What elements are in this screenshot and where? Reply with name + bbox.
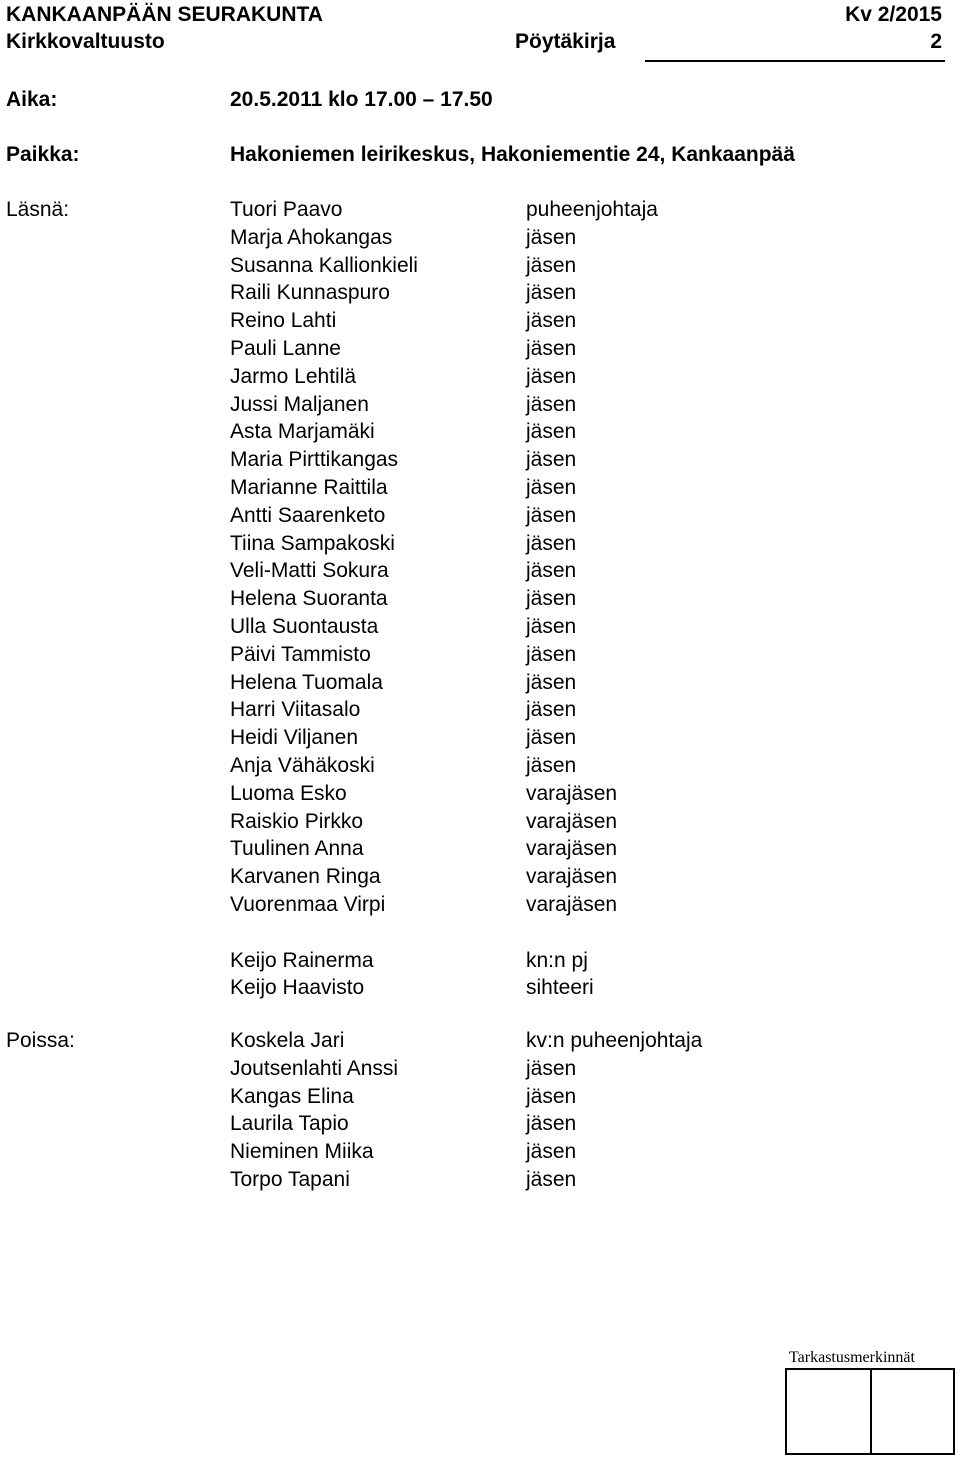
person-role: jäsen — [526, 448, 577, 472]
person-role: jäsen — [526, 309, 577, 333]
person-name: Maria Pirttikangas — [230, 448, 399, 472]
absent-label: Poissa: — [6, 1029, 75, 1052]
initials-box-divider — [870, 1368, 872, 1455]
person-role: jäsen — [526, 670, 577, 694]
person-role: jäsen — [526, 281, 577, 305]
person-role: varajäsen — [526, 865, 618, 889]
person-role: varajäsen — [526, 892, 618, 916]
person-role: jäsen — [526, 420, 577, 444]
place-value: Hakoniemen leirikeskus, Hakoniementie 24, Kankaanpää — [230, 143, 795, 166]
document-type: Pöytäkirja — [515, 30, 616, 53]
present-label: Läsnä: — [6, 198, 70, 221]
person-name: Asta Marjamäki — [230, 420, 375, 444]
person-role: jäsen — [526, 1167, 577, 1191]
org-name: KANKAANPÄÄN SEURAKUNTA — [6, 3, 323, 26]
person-name: Päivi Tammisto — [230, 642, 371, 666]
person-name: Tuori Paavo — [230, 198, 343, 221]
header-rule — [645, 60, 945, 62]
person-name: Harri Viitasalo — [230, 698, 361, 722]
person-name: Reino Lahti — [230, 309, 337, 333]
person-name: Nieminen Miika — [230, 1140, 374, 1164]
person-role: jäsen — [526, 726, 577, 750]
person-name: Heidi Viljanen — [230, 726, 359, 750]
person-name: Marianne Raittila — [230, 475, 388, 499]
person-name: Raili Kunnaspuro — [230, 281, 390, 305]
person-role: jäsen — [526, 503, 577, 527]
person-name: Tuulinen Anna — [230, 837, 364, 861]
person-role: varajäsen — [526, 837, 618, 861]
person-name: Joutsenlahti Anssi — [230, 1056, 399, 1080]
body-name: Kirkkovaltuusto — [6, 30, 165, 53]
person-name: Helena Tuomala — [230, 670, 383, 694]
person-role: varajäsen — [526, 781, 618, 805]
person-name: Koskela Jari — [230, 1029, 345, 1052]
person-name: Anja Vähäkoski — [230, 753, 375, 777]
person-role: varajäsen — [526, 809, 618, 833]
person-name: Pauli Lanne — [230, 336, 341, 360]
person-name: Laurila Tapio — [230, 1112, 349, 1136]
person-role: jäsen — [526, 614, 577, 638]
person-role: jäsen — [526, 1084, 577, 1108]
person-role: jäsen — [526, 753, 577, 777]
person-role: sihteeri — [526, 976, 594, 1000]
person-name: Keijo Haavisto — [230, 976, 365, 1000]
person-name: Raiskio Pirkko — [230, 809, 364, 833]
person-role: jäsen — [526, 1140, 577, 1164]
page-number: 2 — [930, 30, 942, 53]
initials-label: Tarkastusmerkinnät — [789, 1349, 915, 1366]
person-name: Torpo Tapani — [230, 1167, 350, 1191]
person-role: jäsen — [526, 475, 577, 499]
person-name: Antti Saarenketo — [230, 503, 386, 527]
person-name: Jarmo Lehtilä — [230, 364, 357, 388]
person-name: Jussi Maljanen — [230, 392, 369, 416]
person-name: Keijo Rainerma — [230, 948, 374, 972]
person-name: Luoma Esko — [230, 781, 347, 805]
person-role: puheenjohtaja — [526, 198, 658, 221]
person-role: jäsen — [526, 336, 577, 360]
person-name: Karvanen Ringa — [230, 865, 381, 889]
person-name: Susanna Kallionkieli — [230, 253, 418, 277]
person-name: Marja Ahokangas — [230, 225, 393, 249]
person-name: Tiina Sampakoski — [230, 531, 395, 555]
person-role: jäsen — [526, 392, 577, 416]
person-role: jäsen — [526, 1056, 577, 1080]
person-role: jäsen — [526, 642, 577, 666]
person-role: jäsen — [526, 364, 577, 388]
person-name: Helena Suoranta — [230, 587, 388, 611]
person-name: Kangas Elina — [230, 1084, 354, 1108]
person-role: kv:n puheenjohtaja — [526, 1029, 703, 1052]
person-role: kn:n pj — [526, 948, 588, 972]
person-role: jäsen — [526, 698, 577, 722]
person-role: jäsen — [526, 531, 577, 555]
document-reference: Kv 2/2015 — [845, 3, 942, 26]
time-label: Aika: — [6, 88, 58, 111]
person-role: jäsen — [526, 253, 577, 277]
person-role: jäsen — [526, 1112, 577, 1136]
person-role: jäsen — [526, 225, 577, 249]
person-name: Veli-Matti Sokura — [230, 559, 389, 583]
place-label: Paikka: — [6, 143, 80, 166]
person-name: Vuorenmaa Virpi — [230, 892, 386, 916]
person-name: Ulla Suontausta — [230, 614, 379, 638]
person-role: jäsen — [526, 587, 577, 611]
time-value: 20.5.2011 klo 17.00 – 17.50 — [230, 88, 493, 111]
person-role: jäsen — [526, 559, 577, 583]
